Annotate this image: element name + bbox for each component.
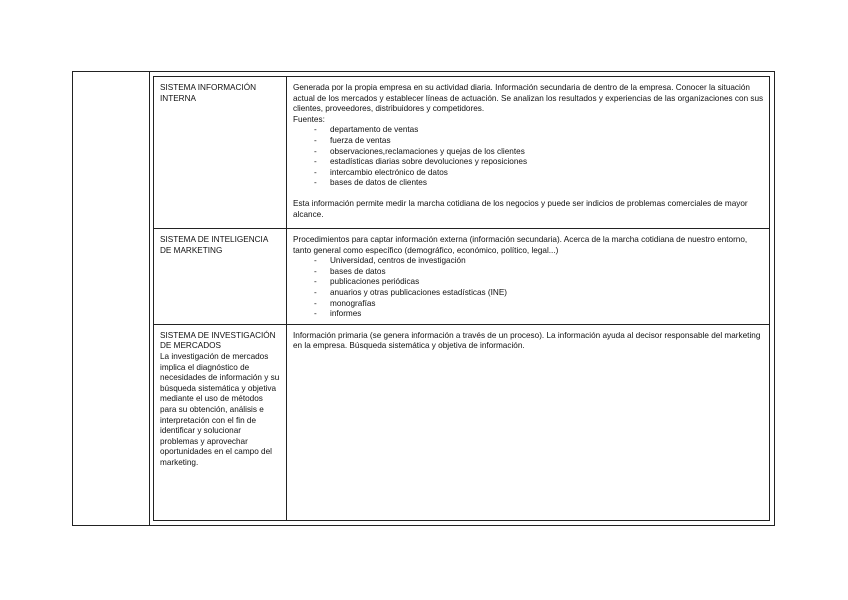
list-item: - publicaciones periódicas (293, 277, 764, 288)
row-content-cell (287, 324, 770, 520)
row-content-cell (287, 229, 770, 325)
list-item: - Universidad, centros de investigación (293, 256, 764, 267)
list-item: - informes (293, 309, 764, 320)
row-paragraph: Esta información permite medir la marcha cotidiana de los negocios y puede ser indicios de problemas comerciales de mayor alcance. (293, 198, 748, 219)
list-item: - anuarios y otras publicaciones estadísticas (INE) (293, 288, 764, 299)
row-description: La investigación de mercados implica el diagnóstico de necesidades de información y su búsqueda sistemática y objetiva mediante el uso de métodos para su obtención, análisis e interpretación con el fin de identificar y solucionar problemas y aprovechar oportunidades en el campo del marketing. (160, 351, 280, 467)
information-systems-table (153, 76, 770, 521)
table-row (154, 324, 770, 520)
row-title-cell (154, 324, 287, 520)
list-item: - intercambio electrónico de datos (293, 168, 764, 179)
sources-label: Fuentes: (293, 114, 325, 124)
list-item: - estadísticas diarias sobre devoluciones y reposiciones (293, 157, 764, 168)
list-item: - bases de datos de clientes (293, 178, 764, 189)
table-row (154, 229, 770, 325)
sources-list (293, 256, 764, 320)
list-item: - fuerza de ventas (293, 136, 764, 147)
row-title: SISTEMA INFORMACIÓN INTERNA (160, 83, 256, 103)
row-paragraph: Información primaria (se genera información a través de un proceso). La información ayuda al decisor responsable del marketing en la empresa. Búsqueda sistemática y objetiva de información. (293, 330, 761, 351)
list-item: - bases de datos (293, 267, 764, 278)
row-title: SISTEMA DE INVESTIGACIÓN DE MERCADOS (160, 330, 276, 351)
list-item: - monografías (293, 299, 764, 310)
sources-list (293, 125, 764, 189)
table-row (154, 77, 770, 229)
list-item: - observaciones,reclamaciones y quejas de los clientes (293, 147, 764, 158)
row-paragraph: Procedimientos para captar información externa (información secundaria). Acerca de la marcha cotidiana de nuestro entorno, tanto general como específico (demográfico, económico, político, legal...) (293, 235, 748, 255)
row-title-cell (154, 77, 287, 229)
left-empty-column (72, 71, 150, 526)
row-title: SISTEMA DE INTELIGENCIA DE MARKETING (160, 235, 268, 255)
list-item: - departamento de ventas (293, 125, 764, 136)
row-title-cell (154, 229, 287, 325)
row-paragraph: Generada por la propia empresa en su actividad diaria. Información secundaria de dentro de la empresa. Conocer la situación actual de los mercados y establecer líneas de actuación. Se analizan los resultados y experiencias de las organizaciones con sus clientes, proveedores, distribuidores y competidores. (293, 83, 764, 114)
row-content-cell (287, 77, 770, 229)
